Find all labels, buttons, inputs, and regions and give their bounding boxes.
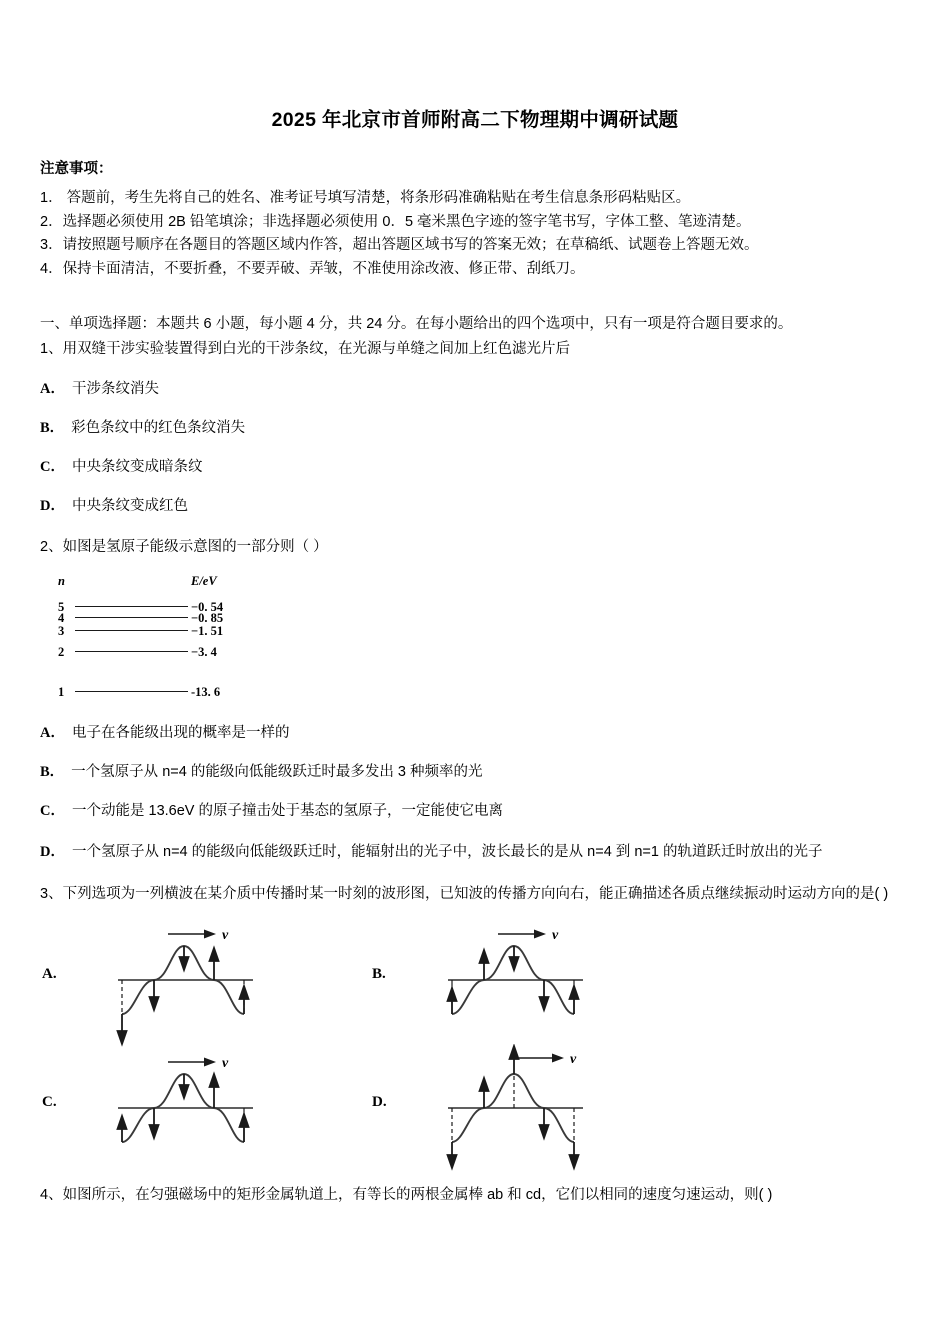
notice-item: 1． 答题前，考生先将自己的姓名、准考证号填写清楚，将条形码准确粘贴在考生信息条形码粘贴区。 [40, 190, 691, 207]
energy-level-line-3 [75, 630, 188, 631]
question-2-option-b [40, 761, 910, 784]
energy-level-number-4: 4 [58, 610, 65, 625]
option-text: 一个动能是 13.6eV 的原子撞击处于基态的氢原子，一定能使它电离 [71, 803, 503, 820]
energy-level-number-5: 5 [58, 599, 65, 614]
energy-level-number-2: 2 [58, 644, 65, 659]
option-label: A． [40, 724, 65, 741]
wave-diagram-b [406, 922, 666, 1050]
option-label: D． [40, 498, 65, 515]
energy-level-line-2 [75, 651, 188, 652]
velocity-label-b: v [552, 928, 559, 944]
energy-level-line-4 [75, 617, 188, 618]
question-3-stem: 3、下列选项为一列横波在某介质中传播时某一时刻的波形图，已知波的传播方向向右，能正确描述各质点继续振动时运动方向的是( ) [40, 885, 889, 902]
option-text: 一个氢原子从 n=4 的能级向低能级跃迁时最多发出 3 种频率的光 [71, 764, 483, 781]
notice-heading: 注意事项： [40, 161, 113, 178]
energy-level-value-4: −0. 85 [191, 610, 224, 625]
velocity-arrow-icon [516, 1054, 564, 1063]
option-text: 一个氢原子从 n=4 的能级向低能级跃迁时，能辐射出的光子中，波长最长的是从 n=4 到 n=1 的轨道跃迁时放出的光子 [71, 843, 823, 860]
energy-level-value-3: −1. 51 [191, 623, 224, 638]
energy-level-value-2: −3. 4 [191, 644, 217, 659]
option-label: B． [40, 764, 65, 781]
question-1-option-b [40, 417, 910, 440]
notice-item: 4．保持卡面清洁，不要折叠，不要弄破、弄皱，不准使用涂改液、修正带、刮纸刀。 [40, 260, 585, 277]
energy-level-line-5 [75, 606, 188, 607]
option-label: B． [40, 419, 65, 436]
question-1-option-a [40, 378, 910, 401]
option-label: C． [40, 803, 65, 820]
option-text: 干涉条纹消失 [71, 380, 159, 397]
notice-item: 2．选择题必须使用 2B 铅笔填涂；非选择题必须使用 0．5 毫米黑色字迹的签字笔书写，字体工整、笔迹清楚。 [40, 213, 751, 230]
question-4-stem: 4、如图所示，在匀强磁场中的矩形金属轨道上，有等长的两根金属棒 ab 和 cd，它们以相同的速度匀速运动，则( ) [40, 1187, 773, 1204]
velocity-label-c: v [222, 1056, 229, 1072]
velocity-label-d: v [570, 1052, 577, 1068]
energy-axis-n-label: n [58, 573, 65, 588]
velocity-arrow-icon [168, 1058, 216, 1067]
question-3-figure-a [40, 922, 370, 1050]
question-1-option-c [40, 456, 910, 479]
notice-item: 3．请按照题号顺序在各题目的答题区域内作答，超出答题区域书写的答案无效；在草稿纸、试题卷上答题无效。 [40, 237, 759, 254]
particle-arrows-d [448, 1046, 579, 1168]
energy-level-number-3: 3 [58, 623, 65, 638]
question-2-option-c [40, 800, 910, 823]
option-text: 中央条纹变成红色 [71, 498, 188, 515]
figure-option-label-b: B. [372, 966, 386, 983]
question-2-option-d [40, 838, 910, 867]
energy-level-value-1: -13. 6 [191, 684, 221, 699]
question-2-option-a [40, 722, 910, 745]
option-text: 彩色条纹中的红色条纹消失 [71, 419, 246, 436]
question-1-option-d [40, 495, 910, 518]
energy-level-line-1 [75, 691, 188, 692]
velocity-arrow-icon [498, 930, 546, 939]
hydrogen-energy-level-diagram [58, 573, 308, 699]
document-body [0, 159, 950, 1207]
wave-diagram-a [76, 922, 336, 1050]
wave-diagram-d [406, 1044, 666, 1176]
option-text: 中央条纹变成暗条纹 [71, 459, 203, 476]
question-2-stem: 2、如图是氢原子能级示意图的一部分则（ ） [40, 539, 328, 556]
option-label: D． [40, 843, 65, 860]
option-label: A． [40, 380, 65, 397]
figure-option-label-d: D. [372, 1094, 387, 1111]
figure-option-label-a: A. [42, 966, 57, 983]
question-1-stem: 1、用双缝干涉实验装置得到白光的干涉条纹，在光源与单缝之间加上红色滤光片后 [40, 341, 571, 358]
energy-level-value-5: −0. 54 [191, 599, 224, 614]
question-3-figure-d [370, 1044, 700, 1172]
option-text: 电子在各能级出现的概率是一样的 [71, 724, 290, 741]
question-3-figure-b [370, 922, 700, 1050]
energy-level-number-1: 1 [58, 684, 65, 699]
energy-axis-e-label: E/eV [191, 573, 217, 588]
question-3-figure-c [40, 1050, 370, 1178]
velocity-label-a: v [222, 928, 229, 944]
page-title: 2025 年北京市首师附高二下物理期中调研试题 [271, 109, 679, 131]
velocity-arrow-icon [168, 930, 216, 939]
option-label: C． [40, 459, 65, 476]
question-3-figure-grid [40, 922, 910, 1178]
wave-diagram-c [76, 1050, 336, 1178]
figure-option-label-c: C. [42, 1094, 57, 1111]
section-heading: 一、单项选择题：本题共 6 小题，每小题 4 分，共 24 分。在每小题给出的四个选项中，只有一项是符合题目要求的。 [40, 316, 793, 333]
